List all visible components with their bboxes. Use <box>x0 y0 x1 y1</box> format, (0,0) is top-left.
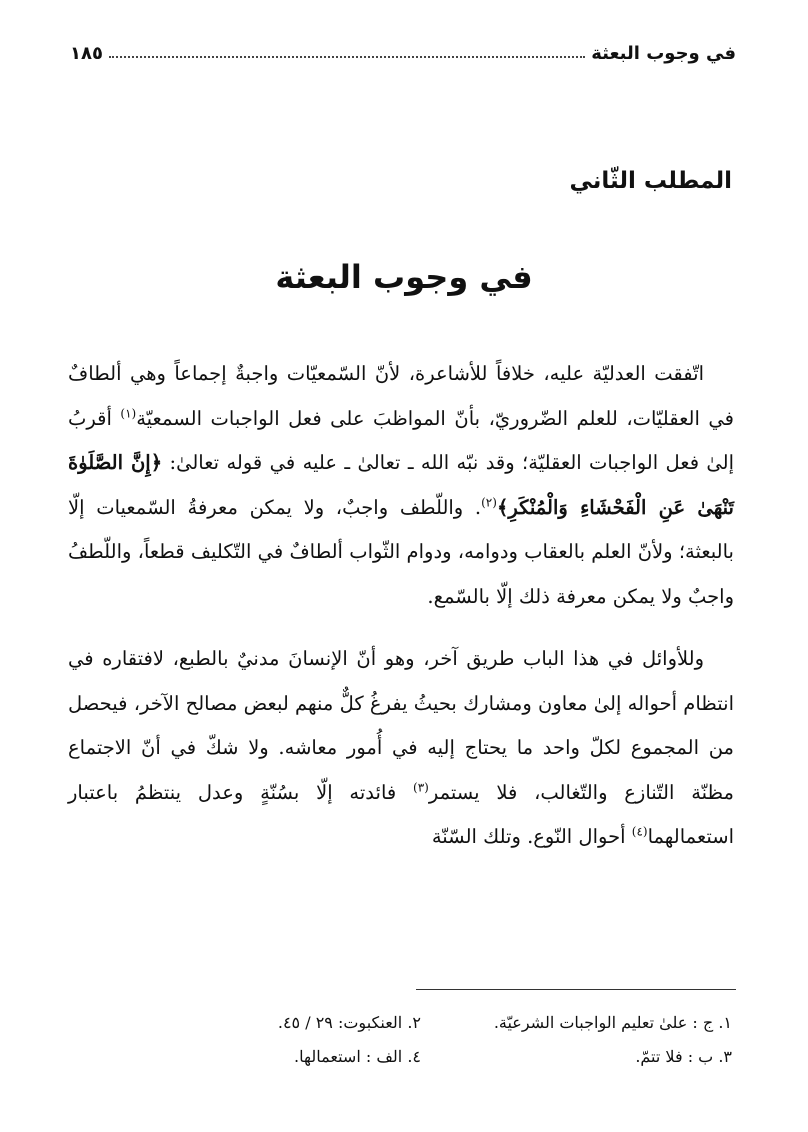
footnote-separator <box>416 989 736 990</box>
paragraph-2-text-c: أحوال النّوع. وتلك السّنّة <box>431 825 632 848</box>
body-text <box>68 352 734 860</box>
footnote-3: ٣. ب : فلا تتمّ. <box>635 1047 732 1066</box>
quran-verse: ﴿إِنَّ الصَّلَوٰةَ تَنْهَىٰ عَنِ الْفَحْشَاءِ وَالْمُنْكَرِ﴾ <box>68 451 734 519</box>
paragraph-1-text-b: أقربُ إلىٰ فعل الواجبات العقليّة؛ وقد نبّه الله ـ تعالىٰ ـ عليه في قوله تعالىٰ: <box>68 406 735 474</box>
footnote-ref-1: (١) <box>120 406 137 420</box>
page-number: ١٨٥ <box>70 43 103 64</box>
paragraph-2-text-b: فائدته إلّا بسُنّةٍ وعدل ينتظمُ باعتبار استعمالهما <box>68 780 734 848</box>
footnote-ref-3: (٣) <box>413 780 429 794</box>
running-head-title: في وجوب البعثة <box>591 43 736 64</box>
footnotes <box>150 1006 732 1074</box>
footnote-ref-4: (٤) <box>631 824 648 839</box>
leader-dots <box>109 56 585 58</box>
section-label: المطلب الثّاني <box>569 168 732 194</box>
paragraph-2 <box>68 637 734 860</box>
footnote-1: ١. ج : علىٰ تعليم الواجبات الشرعيّة. <box>493 1013 732 1032</box>
footnote-4: ٤. الف : استعمالها. <box>294 1047 421 1066</box>
chapter-title: في وجوب البعثة <box>275 258 533 296</box>
running-head <box>70 34 736 64</box>
footnote-ref-2: (٢) <box>481 495 497 509</box>
footnote-2: ٢. العنكبوت: ٢٩ / ٤٥. <box>277 1013 421 1032</box>
paragraph-1-text-c: . واللّطف واجبٌ، ولا يمكن معرفةُ السّمعيات إلّا بالبعثة؛ ولأنّ العلم بالعقاب ودوامه، ودوام الثّواب ألطافٌ في التّكليف قطعاً، واللّطفُ واجبٌ ولا يمكن معرفة ذلك إلّا بالسّمع. <box>68 495 734 608</box>
paragraph-1-text-a: اتّفقت العدليّة عليه، خلافاً للأشاعرة، لأنّ السّمعيّات واجبةٌ إجماعاً وهي ألطافٌ في العقليّات، للعلم الضّروريّ، بأنّ المواظبَ على فعل الواجبات السمعيّة <box>68 362 734 430</box>
paragraph-2-text-a: وللأوائل في هذا الباب طريق آخر، وهو أنّ الإنسانَ مدنيٌ بالطبع، لافتقاره في انتظام أحواله إلىٰ معاون ومشارك بحيثُ يفرغُ كلٌّ منهم لبعض مصالح الآخر، فيحصل من المجموع لكلّ واحد ما يحتاج إليه في أُمور معاشه. ولا شكّ في أنّ الاجتماع مظنّة التّنازع والتّغالب، فلا يستمر <box>68 647 734 804</box>
paragraph-1 <box>68 352 734 619</box>
